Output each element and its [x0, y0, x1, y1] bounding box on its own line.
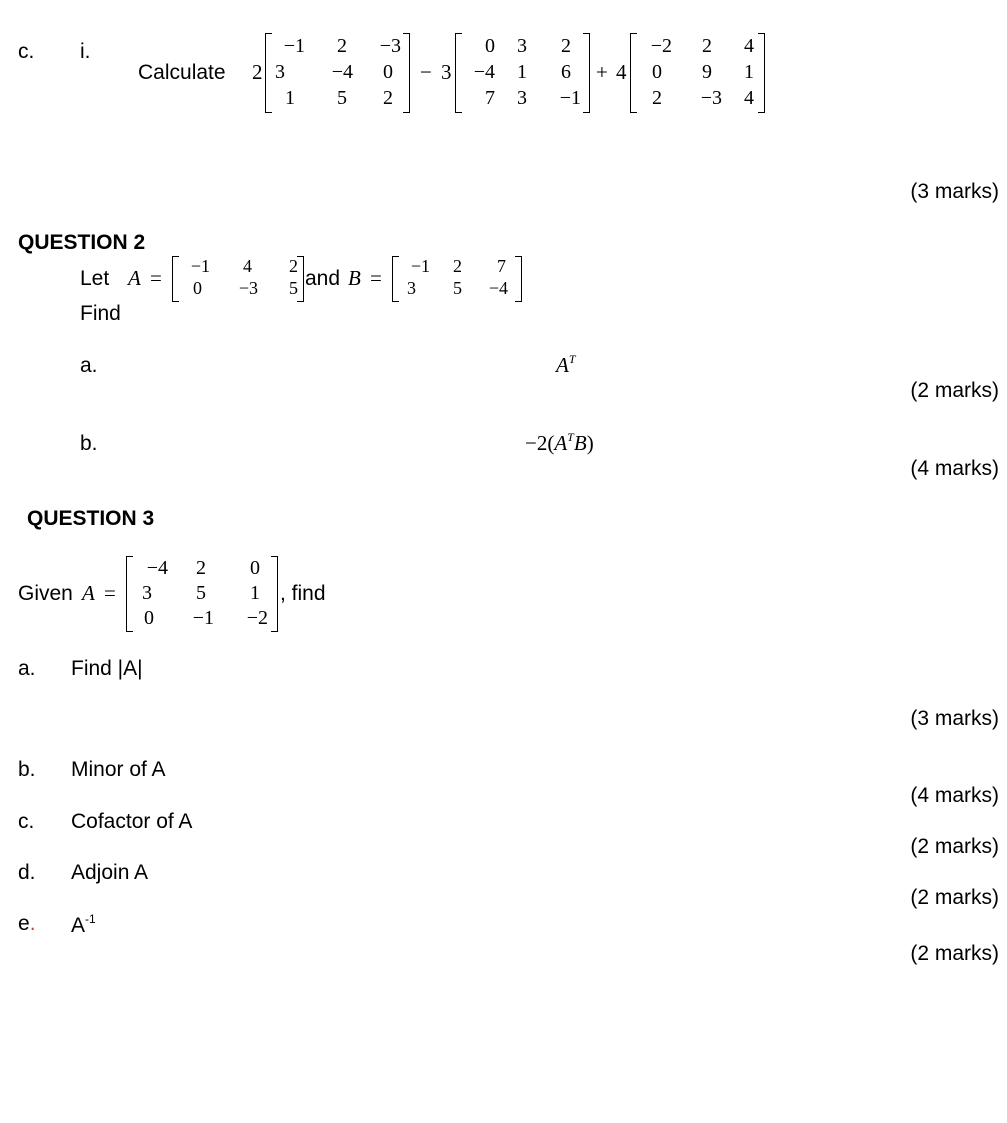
question-2-heading: QUESTION 2 — [18, 231, 146, 254]
q2-matrix-a-cell: 4 — [243, 256, 252, 276]
matrix-2-cell: −4 — [473, 61, 495, 83]
q3-matrix-a-cell: 0 — [250, 557, 260, 579]
matrix-3-cell: −3 — [700, 87, 722, 109]
matrix-1-cell: 5 — [337, 87, 347, 109]
matrix-2-cell: 3 — [517, 87, 527, 109]
q3-part-e-label: e. — [18, 912, 36, 935]
q2-part-a-expression: $A^T$ — [556, 352, 576, 377]
coefficient-3: 4 — [616, 60, 627, 84]
matrix-3-cell: 0 — [652, 61, 662, 83]
q3-matrix-a-cell: −2 — [246, 607, 268, 629]
q2-matrix-a-cell: 0 — [193, 278, 202, 298]
q3-matrix-a-cell: 5 — [196, 582, 206, 604]
matrix-2-cell: 6 — [561, 61, 571, 83]
q3-matrix-a-cell: 1 — [250, 582, 260, 604]
matrix-b-var: B — [348, 266, 361, 290]
q3-part-a-text: Find |A| — [71, 657, 143, 680]
q3-matrix-a-var: A — [82, 581, 95, 605]
matrix-2-cell: 0 — [485, 35, 495, 57]
matrix-a-var: A — [128, 266, 141, 290]
calculate-label: Calculate — [138, 61, 226, 84]
q1-part-c-label: c. — [18, 40, 35, 63]
find-label: Find — [80, 302, 121, 325]
q2-part-a-label: a. — [80, 354, 98, 377]
matrix-1-cell: 1 — [285, 87, 295, 109]
q3-part-e-text: $A^{-1}$ — [71, 912, 96, 937]
matrix-2-cell: 7 — [485, 87, 495, 109]
q2-matrix-b-cell: 7 — [497, 256, 506, 276]
q3-part-a-marks: (3 marks) — [910, 707, 999, 730]
q3-matrix-a — [126, 556, 278, 632]
matrix-1-cell: 3 — [275, 61, 285, 83]
matrix-3-cell: 2 — [702, 35, 712, 57]
q3-matrix-a-cell: −1 — [192, 607, 214, 629]
matrix-3-cell: 1 — [744, 61, 754, 83]
equals-sign: = — [370, 266, 382, 290]
q2-matrix-b-cell: −1 — [410, 256, 430, 276]
q3-part-d-marks: (2 marks) — [910, 886, 999, 909]
matrix-1-cell: −4 — [331, 61, 353, 83]
matrix-2-cell: −1 — [559, 87, 581, 109]
q2-matrix-a-cell: 2 — [289, 256, 298, 276]
q3-matrix-a-cell: 3 — [142, 582, 152, 604]
given-label: Given — [18, 582, 73, 605]
q3-part-e-marks: (2 marks) — [910, 942, 999, 965]
q2-matrix-b — [392, 256, 522, 302]
matrix-3 — [630, 33, 765, 113]
matrix-1-cell: 2 — [383, 87, 393, 109]
matrix-3-cell: 4 — [744, 35, 754, 57]
q3-part-a-label: a. — [18, 657, 36, 680]
q3-matrix-a-cell: 2 — [196, 557, 206, 579]
q2-part-b-label: b. — [80, 432, 98, 455]
matrix-2-cell: 3 — [517, 35, 527, 57]
q3-matrix-a-cell: 0 — [144, 607, 154, 629]
matrix-1-cell: −1 — [283, 35, 305, 57]
matrix-1-cell: −3 — [379, 35, 401, 57]
matrix-2-cell: 1 — [517, 61, 527, 83]
q2-matrix-b-cell: 3 — [407, 278, 416, 298]
find-label: , find — [280, 582, 326, 605]
q3-part-c-label: c. — [18, 810, 35, 833]
q3-part-c-marks: (2 marks) — [910, 835, 999, 858]
coefficient-1: 2 — [252, 60, 263, 84]
q3-part-c-text: Cofactor of A — [71, 810, 193, 833]
matrix-1-cell: 0 — [383, 61, 393, 83]
q3-matrix-a-cell: −4 — [146, 557, 168, 579]
q2-matrix-b-cell: −4 — [488, 278, 508, 298]
matrix-3-cell: −2 — [650, 35, 672, 57]
equals-sign: = — [104, 581, 116, 605]
q2-matrix-a — [172, 256, 304, 302]
equals-sign: = — [150, 266, 162, 290]
matrix-2-cell: 2 — [561, 35, 571, 57]
operator-plus: + — [596, 60, 608, 84]
q2-matrix-a-cell: −1 — [190, 256, 210, 276]
q2-part-b-expression: $-2(A^TB)$ — [525, 430, 594, 455]
q3-part-b-marks: (4 marks) — [910, 784, 999, 807]
matrix-1-cell: 2 — [337, 35, 347, 57]
q3-part-b-label: b. — [18, 758, 36, 781]
q2-matrix-b-cell: 2 — [453, 256, 462, 276]
and-label: and — [305, 267, 341, 290]
q2-matrix-a-cell: −3 — [238, 278, 258, 298]
q2-matrix-b-cell: 5 — [453, 278, 462, 298]
q2-matrix-a-cell: 5 — [289, 278, 298, 298]
operator-minus: − — [420, 60, 432, 84]
q3-part-b-text: Minor of A — [71, 758, 166, 781]
q3-part-d-label: d. — [18, 861, 36, 884]
coefficient-2: 3 — [441, 60, 452, 84]
matrix-1 — [265, 33, 410, 113]
matrix-3-cell: 4 — [744, 87, 754, 109]
q2-part-a-marks: (2 marks) — [910, 379, 999, 402]
q3-part-d-text: Adjoin A — [71, 861, 149, 884]
question-3-heading: QUESTION 3 — [27, 507, 155, 530]
let-label: Let — [80, 267, 110, 290]
q2-part-b-marks: (4 marks) — [910, 457, 999, 480]
matrix-3-cell: 2 — [652, 87, 662, 109]
q1c-marks: (3 marks) — [910, 180, 999, 203]
matrix-3-cell: 9 — [702, 61, 712, 83]
q1-part-i-label: i. — [80, 40, 91, 63]
matrix-2 — [455, 33, 590, 113]
